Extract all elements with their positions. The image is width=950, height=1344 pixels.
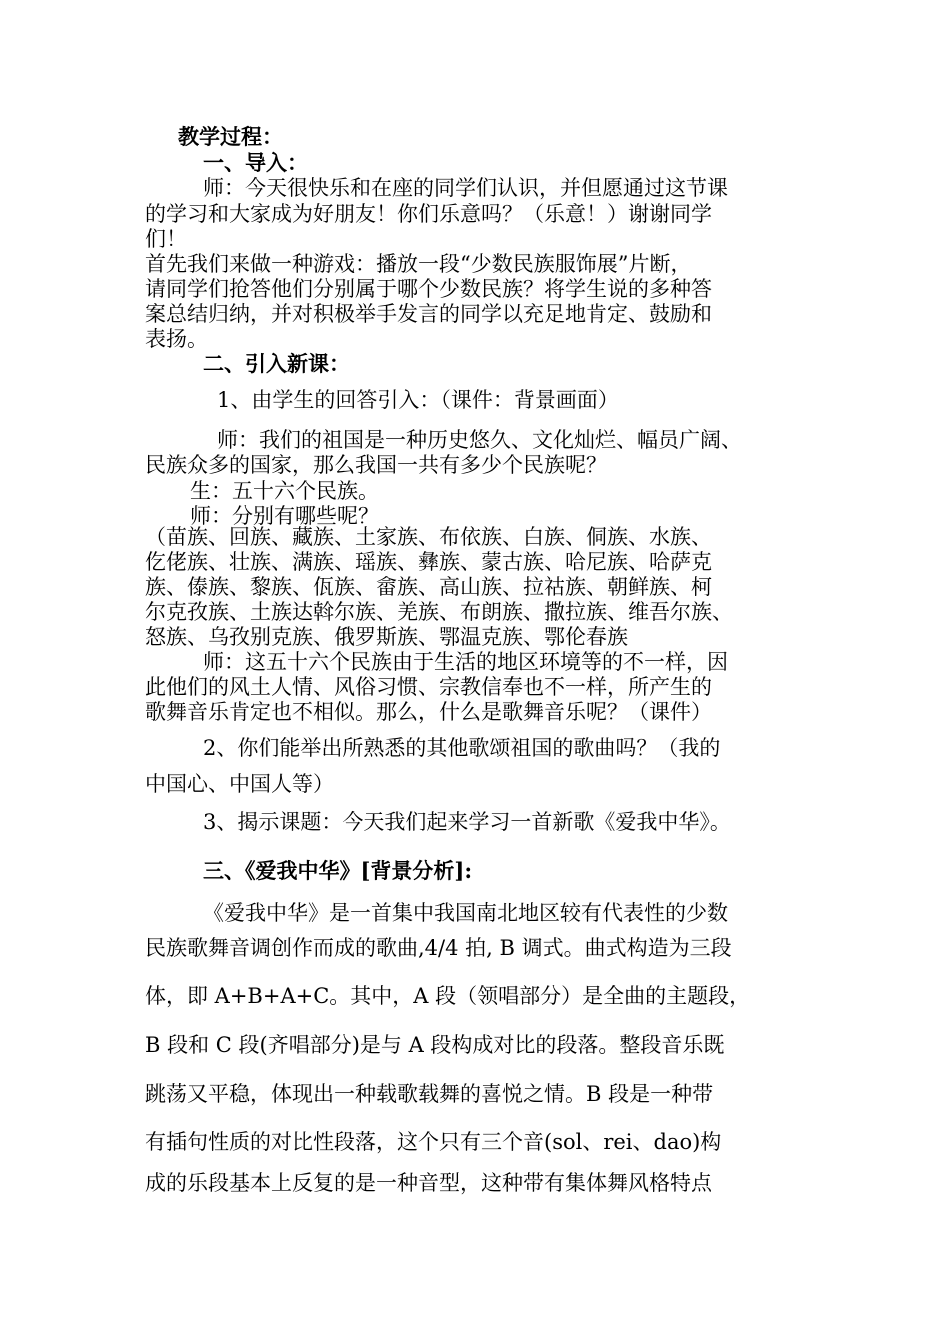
section3-title: 三、《爱我中华》[背景分析]: [203, 858, 473, 883]
ethnic-list-line: （苗族、回族、藏族、土家族、布依族、白族、侗族、水族、 [145, 525, 712, 549]
ethnic-list-line: 族、傣族、黎族、佤族、畲族、高山族、拉祜族、朝鲜族、柯 [145, 575, 712, 599]
section2-line: 此他们的风土人情、风俗习惯、宗教信奉也不一样，所产生的 [145, 675, 712, 699]
section2-title: 二、引入新课： [203, 351, 350, 376]
section3-line: 跳荡又平稳，体现出一种载歌载舞的喜悦之情。B 段是一种带 [145, 1082, 714, 1106]
section3-line: 体，即 A+B+A+C。其中，A 段（领唱部分）是全曲的主题段， [145, 984, 751, 1008]
section2-line: 歌舞音乐肯定也不相似。那么，什么是歌舞音乐呢？（课件） [145, 700, 712, 724]
heading-teaching-process: 教学过程： [178, 124, 283, 149]
section1-title: 一、导入： [203, 150, 308, 175]
section2-item2: 2、你们能举出所熟悉的其他歌颂祖国的歌曲吗？（我的 [203, 736, 721, 760]
section2-line: 师：这五十六个民族由于生活的地区环境等的不一样，因 [203, 650, 728, 674]
ethnic-list-line: 尔克孜族、土族达斡尔族、羌族、布朗族、撒拉族、维吾尔族、 [145, 600, 733, 624]
section2-line: 师：分别有哪些呢？ [190, 504, 379, 528]
section3-line: 有插句性质的对比性段落，这个只有三个音(sol、rei、dao)构 [145, 1130, 722, 1154]
section3-line: 成的乐段基本上反复的是一种音型，这种带有集体舞风格特点 [145, 1171, 712, 1195]
section1-line: 师：今天很快乐和在座的同学们认识，并但愿通过这节课 [203, 176, 728, 200]
section1-line: 们！ [145, 227, 187, 251]
ethnic-list-line: 怒族、乌孜别克族、俄罗斯族、鄂温克族、鄂伦春族 [145, 625, 628, 649]
section3-line: 民族歌舞音调创作而成的歌曲,4/4 拍, B 调式。曲式构造为三段 [145, 936, 732, 960]
section3-line: 《爱我中华》是一首集中我国南北地区较有代表性的少数 [203, 901, 728, 925]
section1-line: 请同学们抢答他们分别属于哪个少数民族？将学生说的多种答 [145, 277, 712, 301]
section2-line: 民族众多的国家，那么我国一共有多少个民族呢？ [145, 453, 607, 477]
section2-item2: 中国心、中国人等） [145, 772, 334, 796]
section2-item3: 3、揭示课题：今天我们起来学习一首新歌《爱我中华》。 [203, 810, 731, 834]
section2-line: 生：五十六个民族。 [190, 479, 379, 503]
section2-item1: 1、由学生的回答引入：（课件：背景画面） [217, 388, 619, 412]
section1-line: 首先我们来做一种游戏：播放一段“少数民族服饰展”片断， [145, 252, 692, 276]
section1-line: 案总结归纳，并对积极举手发言的同学以充足地肯定、鼓励和 [145, 302, 712, 326]
section1-line: 表扬。 [145, 327, 208, 351]
section1-line: 的学习和大家成为好朋友！你们乐意吗？（乐意！）谢谢同学 [145, 202, 712, 226]
section2-line: 师：我们的祖国是一种历史悠久、文化灿烂、幅员广阔、 [217, 428, 742, 452]
section3-line: B 段和 C 段(齐唱部分)是与 A 段构成对比的段落。整段音乐既 [145, 1033, 725, 1057]
ethnic-list-line: 仡佬族、壮族、满族、瑶族、彝族、蒙古族、哈尼族、哈萨克 [145, 550, 712, 574]
